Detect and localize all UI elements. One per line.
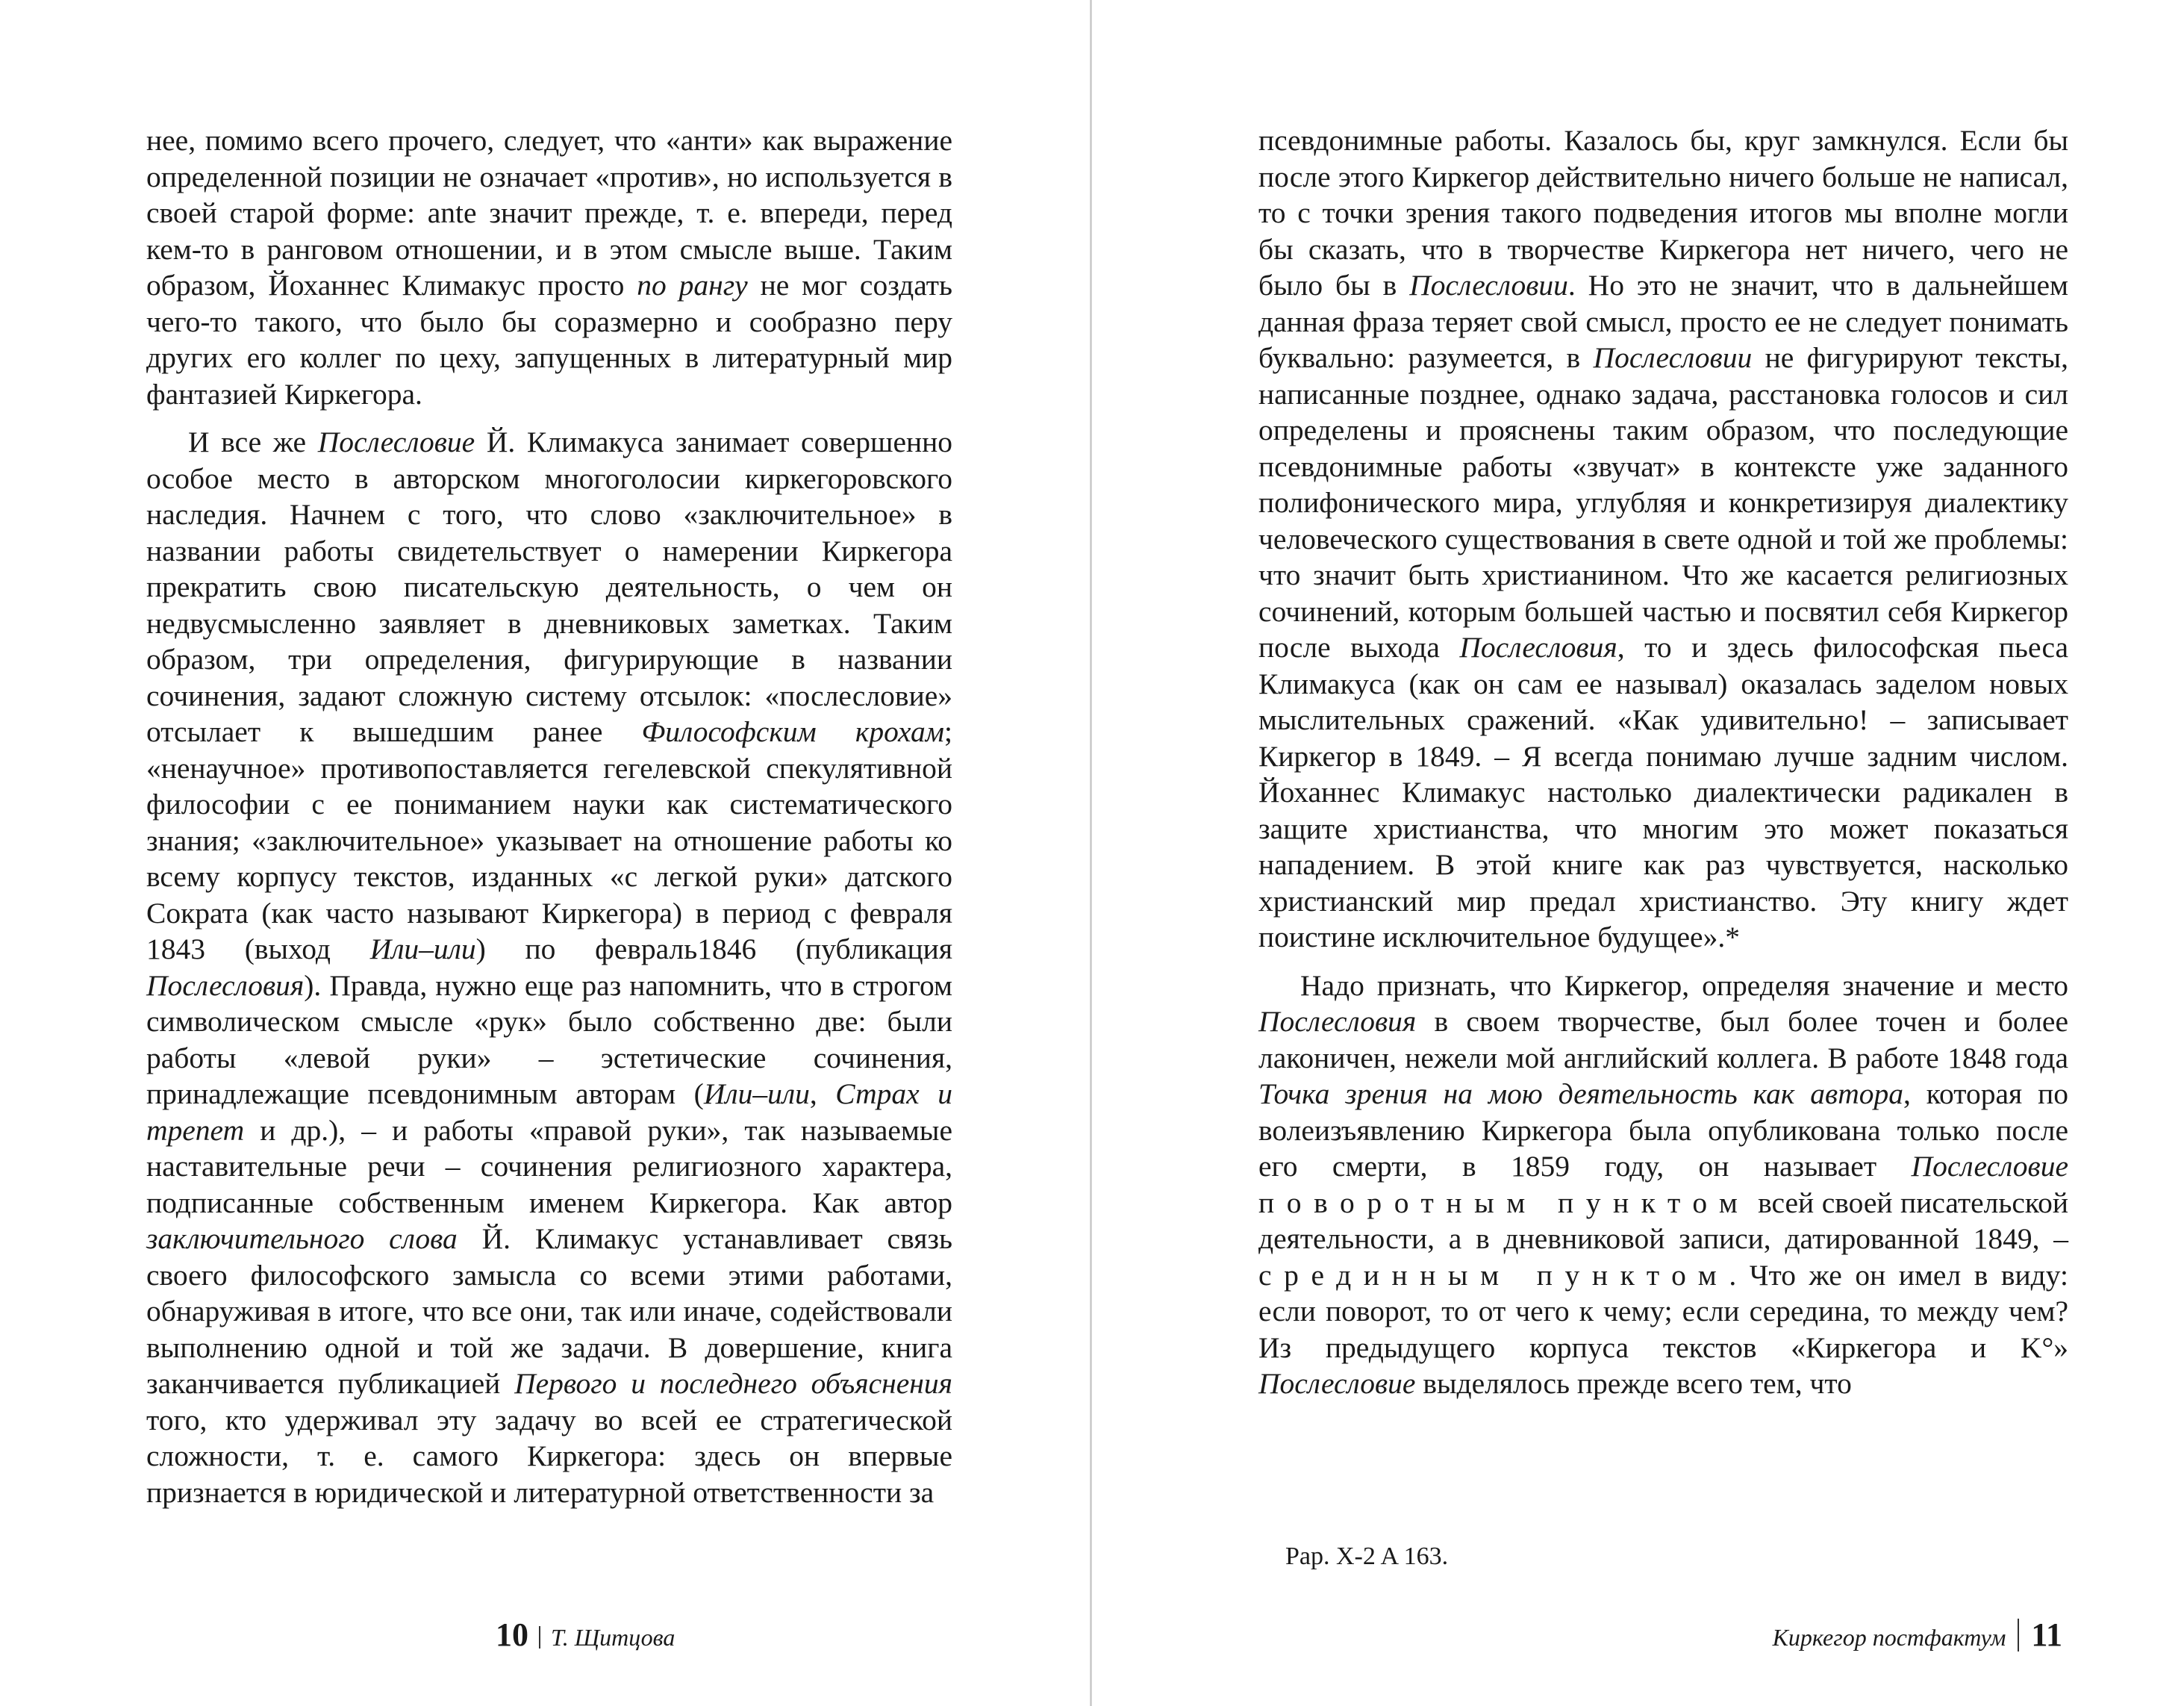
italic-text: по рангу xyxy=(637,269,748,302)
spaced-emphasis-text: поворотным пунктом xyxy=(1258,1186,1750,1219)
text-run: , которая по волеизъявлению Киркегора была опубликована только после его смерти, в 1859 году, он называет xyxy=(1258,1077,2068,1183)
page-number: 10 xyxy=(496,1616,528,1653)
text-run: , то и здесь философская пьеса Климакуса (как он сам ее называл) оказалась заделом новых мыслительных сражений. «Как удивительно! – записывает Киркегор в 1849. – Я всегда понимаю лучше задним числом. Йоханнес Климакус настолько диалектически радикален в защите христианства, что многим это может показаться нападением. В этой книге как раз чувствуется, насколько христианский мир предал христианство. Эту книгу ждет поистине исключительное будущее».* xyxy=(1258,631,2069,953)
italic-text: Послесловии xyxy=(1593,341,1753,374)
text-run: Надо признать, что Киркегор, определяя значение и место xyxy=(1300,968,2068,1002)
page-number: 11 xyxy=(2031,1616,2062,1653)
text-run: в своем творчестве, был более точен и более лаконичен, нежели мой английский коллега. В работе 1848 года xyxy=(1258,1005,2068,1074)
text-run: ). Правда, нужно еще раз напомнить, что в строгом символическом смысле «рук» было собственно две: были работы «левой руки» – эстетические сочинения, принадлежащие псевдонимным авторам ( xyxy=(146,968,952,1110)
footnote: Pap. X-2 A 163. xyxy=(1285,1542,1449,1570)
text-run: выделялось прежде всего тем, что xyxy=(1415,1367,1852,1400)
italic-text: Точка зрения на мою деятельность как автора xyxy=(1258,1077,1903,1110)
text-run: . Что же он имел в виду: если поворот, то от чего к чему; если середина, то между чем? Из предыдущего корпуса текстов «Киркегора и K°» xyxy=(1258,1258,2068,1364)
italic-text: Послесловия xyxy=(1459,631,1617,664)
text-run: И все же xyxy=(188,426,318,458)
right-page-text xyxy=(1258,122,2068,1402)
italic-text: Послесловии xyxy=(1409,269,1568,302)
italic-text: заключительного слова xyxy=(146,1222,458,1255)
text-run: не фигурируют тексты, написанные позднее, однако задача, расстановка голосов и сил определены и прояснены таким образом, что последующие псевдонимные работы «звучат» в контексте уже заданного полифонического мира, углубляя и конкретизируя диалектику человеческого существования в свете одной и той же проблемы: что значит быть христианином. Что же касается религиозных сочинений, которым большей частью и посвятил себя Киркегор после выхода xyxy=(1258,341,2068,664)
footer-divider xyxy=(539,1626,540,1649)
text-run: , xyxy=(809,1077,836,1110)
running-head-title: Киркегор постфактум xyxy=(1772,1624,2006,1651)
text-run: нее, помимо всего прочего, следует, что «анти» как выражение определенной позиции не означает «против», но используется в своей старой форме: ante значит прежде, т. е. впереди, перед кем-то в ранговом отношении, и в этом смысле выше. Таким образом, Йоханнес Климакус просто xyxy=(146,124,952,302)
paragraph xyxy=(146,424,952,1510)
italic-text: Философским крохам xyxy=(641,715,945,748)
italic-text: Послесловия xyxy=(146,968,305,1002)
paragraph xyxy=(146,122,952,412)
paragraph xyxy=(1258,968,2068,1402)
text-run: ; «ненаучное» противопоставляется гегелевской спекулятивной философии с ее пониманием науки как систематического знания; «заключительное» указывает на отношение работы ко всему корпусу текстов, изданных «с легкой руки» датского Сократа (как часто называют Киркегора) в период с февраля 1843 (выход xyxy=(146,715,952,965)
spaced-emphasis-text: срединным пунктом xyxy=(1258,1258,1729,1292)
paragraph xyxy=(1258,122,2068,956)
text-run: не мог создать чего-то такого, что было бы соразмерно и сообразно перу других его коллег по цеху, запущенных в литературный мир фантазией Киркегора. xyxy=(146,269,952,411)
footer-divider xyxy=(2018,1619,2019,1651)
text-run: всей своей писательской деятельности, а в дневниковой записи, датированной 1849, – xyxy=(1258,1186,2068,1255)
text-run: того, кто удерживал эту задачу во всей ее стратегической сложности, т. е. самого Киркегора: здесь он впервые признается в юридической и литературной ответственности за xyxy=(146,1403,952,1509)
italic-text: Первого и последнего объяснения xyxy=(514,1367,952,1400)
right-page-footer xyxy=(1773,1616,2062,1654)
italic-text: Послесловие xyxy=(1258,1367,1416,1400)
left-page-text xyxy=(146,122,952,1510)
italic-text: Послесловие xyxy=(317,426,475,458)
text-run: ) по февраль1846 (публикация xyxy=(475,933,952,965)
text-run: и др.), – и работы «правой руки», так называемые наставительные речи – сочинения религиозного характера, подписанные собственным именем Киркегора. Как автор xyxy=(146,1113,952,1219)
italic-text: Страх и трепет xyxy=(146,1077,953,1147)
text-run: Й. Климакус устанавливает связь своего философского замысла со всеми этими работами, обнаруживая в итоге, что все они, так или иначе, содействовали выполнению одной и той же задачи. В довершение, книга заканчивается публикацией xyxy=(146,1222,952,1400)
italic-text: Или–или xyxy=(703,1077,810,1110)
italic-text: Послесловия xyxy=(1258,1005,1417,1038)
left-page-footer xyxy=(496,1616,675,1654)
text-run: Й. Климакуса занимает совершенно особое место в авторском многоголосии киркегоровского наследия. Начнем с того, что слово «заключительное» в названии работы свидетельствует о намерении Киркегора прекратить свою писательскую деятельность, о чем он недвусмысленно заявляет в дневниковых заметках. Таким образом, три определения, фигурирующие в названии сочинения, задают сложную систему отсылок: «послесловие» отсылает к вышедшим ранее xyxy=(146,426,952,748)
text-run: . Но это не значит, что в дальнейшем данная фраза теряет свой смысл, просто ее не следует понимать буквально: разумеется, в xyxy=(1258,269,2069,374)
text-run: псевдонимные работы. Казалось бы, круг замкнулся. Если бы после этого Киркегор действительно ничего больше не написал, то с точки зрения такого подведения итогов мы вполне могли бы сказать, что в творчестве Киркегора нет ничего, чего не было бы в xyxy=(1258,124,2068,302)
running-head-author: Т. Щитцова xyxy=(551,1624,676,1651)
italic-text: Послесловие xyxy=(1911,1150,2068,1183)
right-page xyxy=(1092,0,2184,1706)
italic-text: Или–или xyxy=(369,933,476,965)
